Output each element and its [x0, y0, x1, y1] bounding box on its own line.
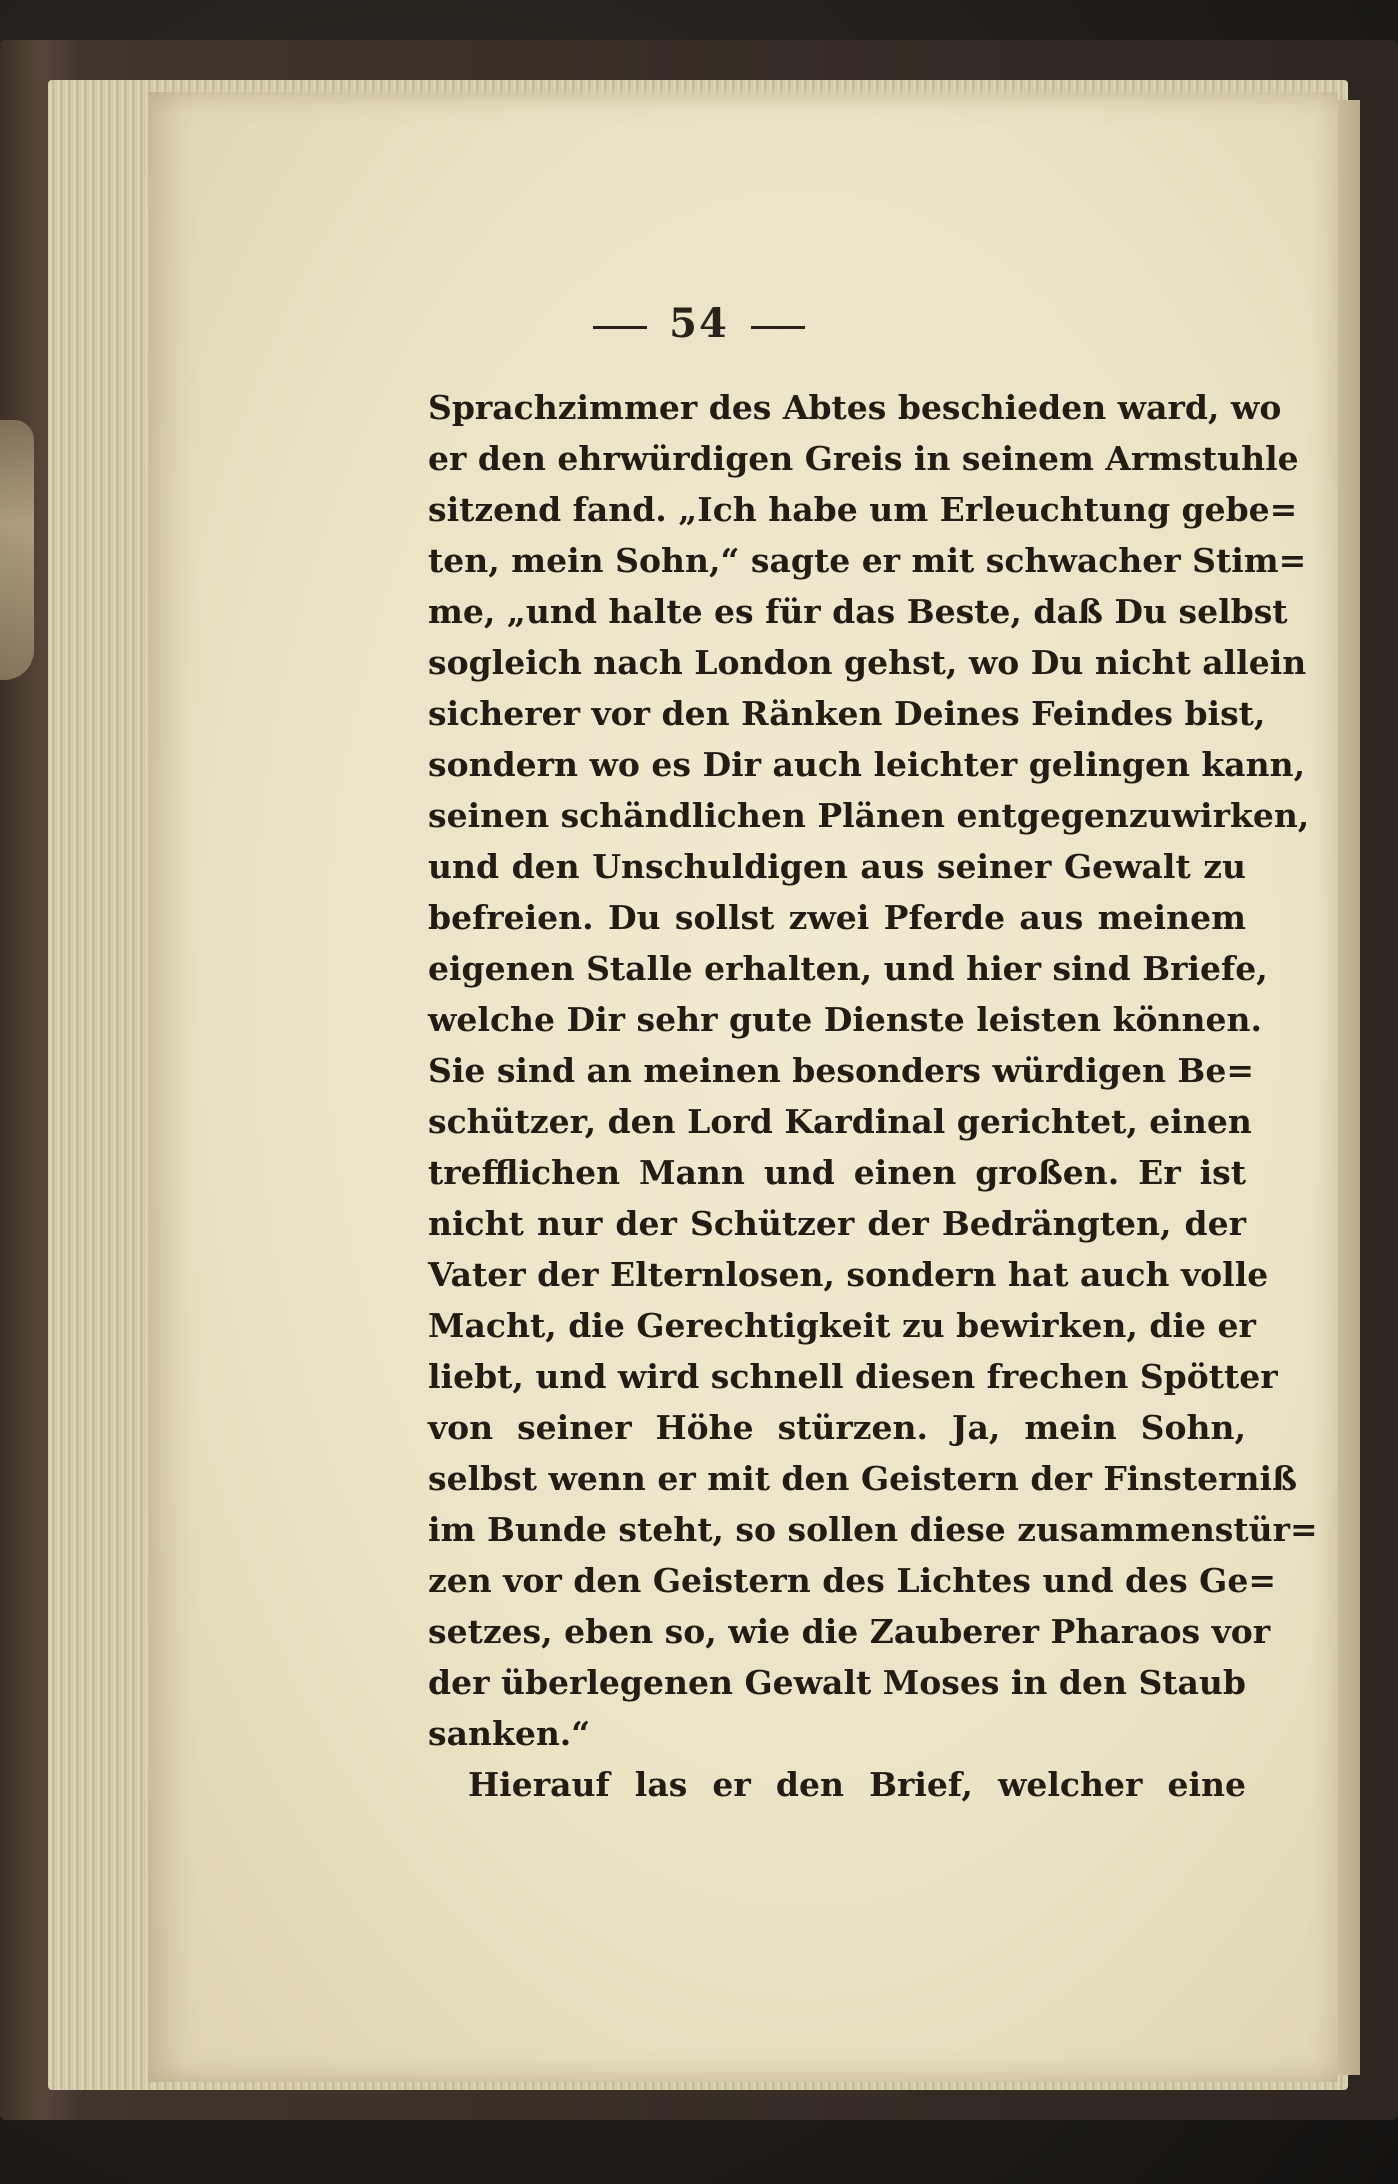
text-line: von seiner Höhe stürzen. Ja, mein Sohn,	[428, 1408, 1246, 1447]
text-line: me, „und halte es für das Beste, daß Du selbst	[428, 592, 1288, 631]
text-line: sondern wo es Dir auch leichter gelingen kann,	[428, 745, 1306, 784]
text-line: sogleich nach London gehst, wo Du nicht allein	[428, 643, 1307, 682]
text-line: der überlegenen Gewalt Moses in den Staub	[428, 1663, 1246, 1702]
text-line: im Bunde steht, so sollen diese zusammenstür=	[428, 1510, 1318, 1549]
text-line: Macht, die Gerechtigkeit zu bewirken, die er	[428, 1306, 1256, 1345]
body-text	[428, 382, 1318, 1810]
left-dash	[593, 326, 647, 329]
text-line: sanken.“	[428, 1714, 591, 1753]
text-line: liebt, und wird schnell diesen frechen Spötter	[428, 1357, 1278, 1396]
text-line: schützer, den Lord Kardinal gerichtet, einen	[428, 1102, 1252, 1141]
page-number-value: 54	[669, 300, 729, 347]
text-line: und den Unschuldigen aus seiner Gewalt zu	[428, 847, 1246, 886]
text-line: ten, mein Sohn,“ sagte er mit schwacher Stim=	[428, 541, 1307, 580]
text-line: er den ehrwürdigen Greis in seinem Armstuhle	[428, 439, 1299, 478]
right-dash	[751, 326, 805, 329]
text-line: seinen schändlichen Plänen entgegenzuwirken,	[428, 796, 1310, 835]
text-line: zen vor den Geistern des Lichtes und des Ge=	[428, 1561, 1277, 1600]
text-line: befreien. Du sollst zwei Pferde aus meinem	[428, 898, 1246, 937]
text-line: sitzend fand. „Ich habe um Erleuchtung gebe=	[428, 490, 1298, 529]
text-line: eigenen Stalle erhalten, und hier sind Briefe,	[428, 949, 1268, 988]
page-number	[0, 300, 1398, 347]
text-line: Sprachzimmer des Abtes beschieden ward, wo	[428, 388, 1282, 427]
text-line: trefflichen Mann und einen großen. Er ist	[428, 1153, 1246, 1192]
cover-wear	[0, 420, 34, 680]
text-line: nicht nur der Schützer der Bedrängten, der	[428, 1204, 1246, 1243]
text-line: selbst wenn er mit den Geistern der Finsterniß	[428, 1459, 1298, 1498]
text-line: sicherer vor den Ränken Deines Feindes bist,	[428, 694, 1266, 733]
text-line: welche Dir sehr gute Dienste leisten können.	[428, 1000, 1262, 1039]
text-line: Sie sind an meinen besonders würdigen Be=	[428, 1051, 1254, 1090]
text-line: Vater der Elternlosen, sondern hat auch volle	[428, 1255, 1269, 1294]
text-line: Hierauf las er den Brief, welcher eine	[468, 1765, 1246, 1804]
text-line: setzes, eben so, wie die Zauberer Pharaos vor	[428, 1612, 1271, 1651]
